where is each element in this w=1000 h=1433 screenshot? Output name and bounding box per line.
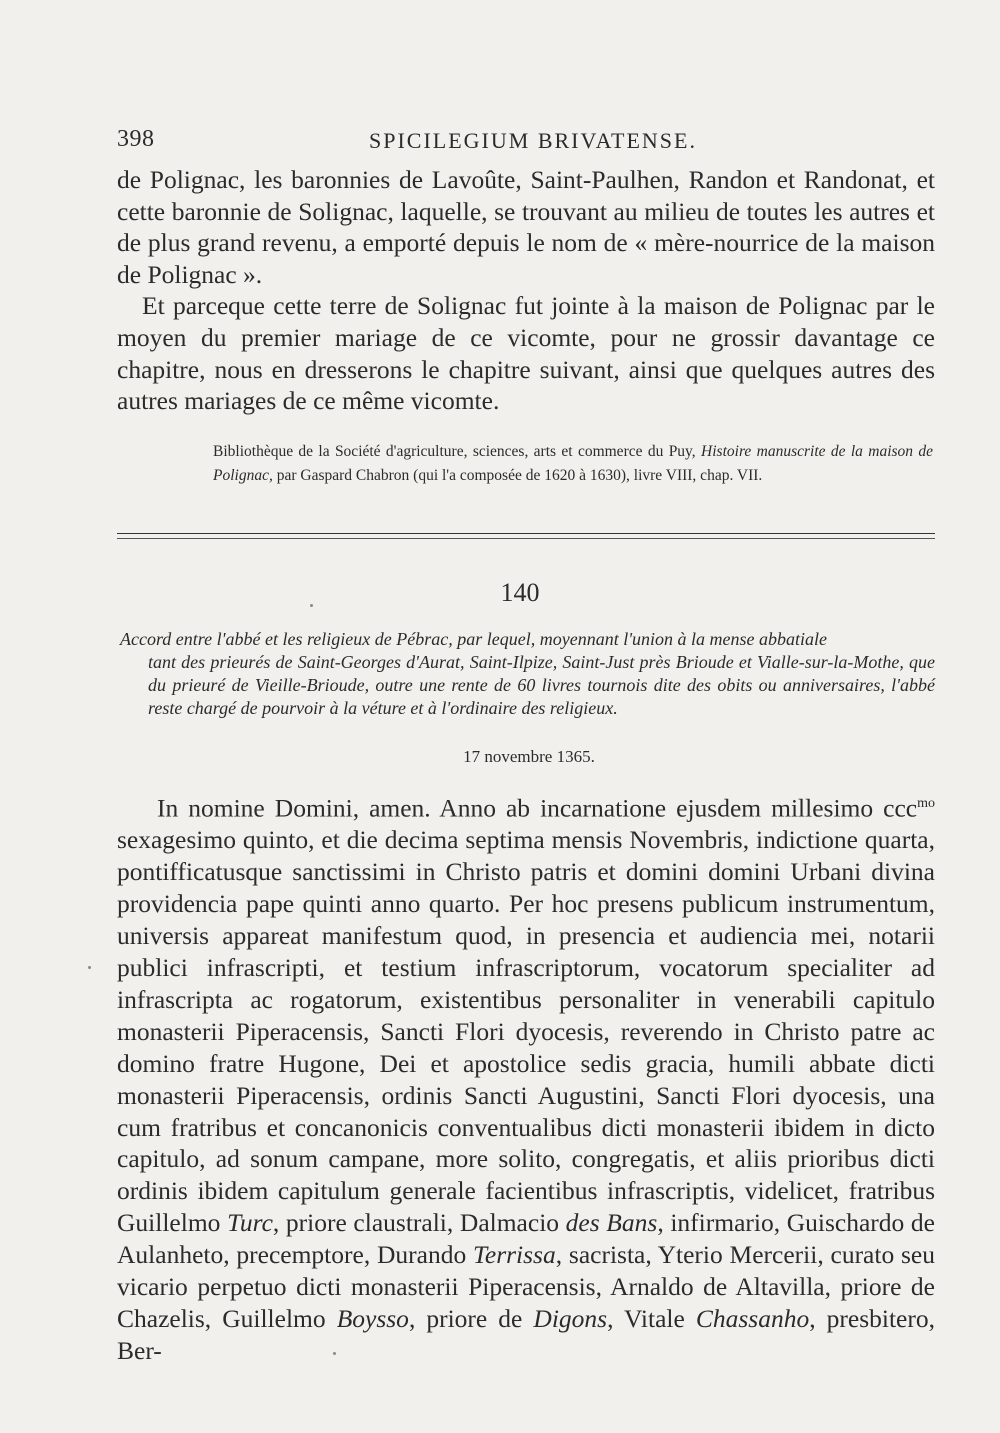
divider-rule <box>117 533 935 534</box>
source-citation <box>213 440 933 488</box>
text-run: , Vitale <box>607 1304 696 1333</box>
paragraph: de Polignac, les baronnies de Lavoûte, Saint-Paulhen, Randon et Randonat, et cette baronnie de Solignac, laquelle, se trouvant au milieu de toutes les autres et de plus grand revenu, a emporté depuis le nom de « mère-nourrice de la maison de Polignac ». <box>117 165 935 289</box>
summary-first-line: Accord entre l'abbé et les religieux de Pébrac, par lequel, moyennant l'union à la mense abbatiale <box>120 629 828 649</box>
continued-text <box>117 164 935 417</box>
page-number: 398 <box>117 126 155 152</box>
superscript: mo <box>917 796 935 811</box>
speck <box>88 966 91 969</box>
citation-source: Bibliothèque de la Société d'agriculture, sciences, arts et commerce du Puy, <box>213 443 696 460</box>
citation-details: par Gaspard Chabron (qui l'a composée de 1620 à 1630), livre VIII, chap. VII. <box>276 467 763 484</box>
page-header <box>117 126 1000 166</box>
text-run: , priore de <box>408 1304 534 1333</box>
running-title: SPICILEGIUM BRIVATENSE. <box>369 128 697 153</box>
text-run: sexagesimo quinto, et die decima septima mensis Novembris, indictione quarta, pontifficatusque sanctissimi in Christo patris et domini domini Urbani divina providencia pape quinti anno quarto. Per hoc presens publicum instrumentum, universis appareat manifestum quod, in presencia et audiencia mei, notarii publici infrascripti, et testium infrascriptorum, vocatorum specialiter ad infrascripta ac rogatorum, existentibus personaliter in venerabili capitulo monasterii Piperacensis, Sancti Flori dyocesis, reverendo in Christo patre ac domino fratre Hugone, Dei et apostolice sedis gracia, humili abbate dicti monasterii Piperacensis, ordinis Sancti Augustini, Sancti Flori dyocesis, una cum fratribus et concanonicis conventualibus dicti monasterii ibidem in dicto capitulo, ad sonum campane, more solito, congregatis, et aliis prioribus dicti ordinis ibidem capitulum generale facientibus infrascriptis, videlicet, fratribus Guillelmo <box>117 825 935 1238</box>
text-run: , infirmario, Guischardo de Aulanheto, precemptore, Durando <box>117 1208 935 1270</box>
text-run: , priore claustrali, Dalmacio <box>272 1208 566 1238</box>
document-date: 17 novembre 1365. <box>463 747 595 766</box>
person-name: des Bans <box>565 1208 658 1238</box>
text-run: In nomine Domini, amen. Anno ab incarnatione ejusdem millesimo ccc <box>157 793 918 823</box>
summary-continuation: tant des prieurés de Saint-Georges d'Aurat, Saint-Ilpize, Saint-Just près Brioude et Vialle-sur-la-Mothe, que du prieuré de Vieille-Brioude, outre une rente de 60 livres tournois dite des obits ou anniversaires, l'abbé reste chargé de pourvoir à la véture et à l'ordinaire des religieux. <box>148 652 935 718</box>
text-run: , presbitero, Ber- <box>117 1304 935 1365</box>
latin-charter-text <box>117 788 935 1367</box>
speck <box>310 604 313 607</box>
person-name: Chassanho <box>695 1304 810 1333</box>
person-name: Boysso <box>336 1304 409 1333</box>
paragraph <box>117 788 935 1367</box>
text-run: , sacrista, Yterio Mercerii, curato seu vicario perpetuo dicti monasterii Piperacensis, Arnaldo de Altavilla, priore de Chazelis, Guillelmo <box>117 1240 935 1333</box>
divider-rule <box>117 538 935 539</box>
document-number: 140 <box>500 578 540 607</box>
section-divider <box>117 533 935 539</box>
citation-work-title: Histoire manuscrite de la maison de Polignac, <box>213 443 934 484</box>
person-name: Turc <box>227 1208 273 1238</box>
person-name: Terrissa <box>473 1240 556 1270</box>
speck <box>333 1352 336 1355</box>
place-name: Digons <box>533 1304 608 1333</box>
document-summary <box>120 628 935 720</box>
paragraph: Et parceque cette terre de Solignac fut jointe à la maison de Polignac par le moyen du premier mariage de ce vicomte, pour ne grossir davantage ce chapitre, nous en dresserons le chapitre suivant, ainsi que quelques autres des autres mariages de ce même vicomte. <box>117 291 935 416</box>
